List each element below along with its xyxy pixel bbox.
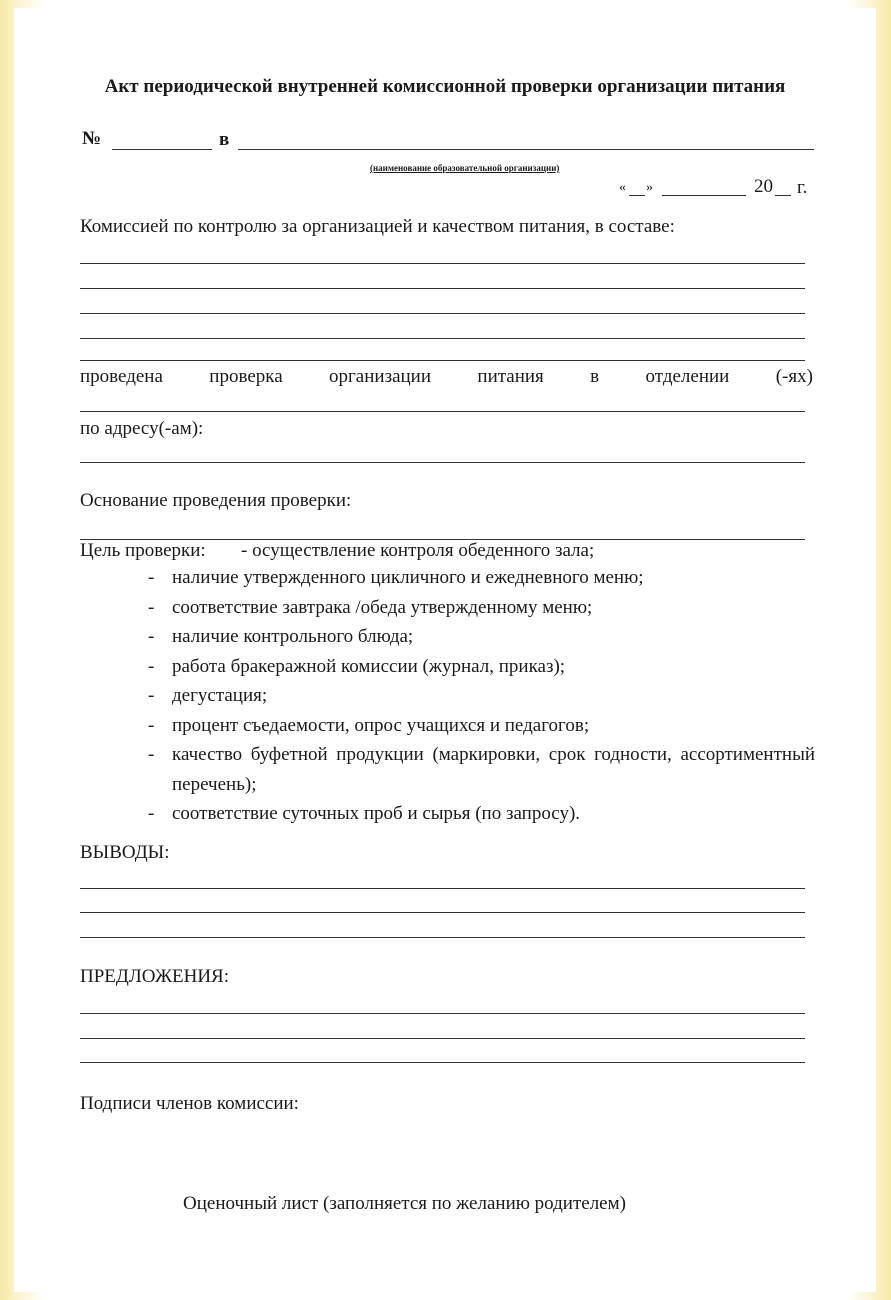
list-item: - наличие контрольного блюда; <box>148 622 815 652</box>
commission-text: Комиссией по контролю за организацией и качеством питания, в составе: <box>80 216 675 237</box>
conducted-word: организации <box>329 366 432 387</box>
goal-first-item: - осуществление контроля обеденного зала; <box>241 540 595 561</box>
day-field-line[interactable] <box>629 195 645 196</box>
conducted-word: (-ях) <box>775 366 813 387</box>
address-line[interactable] <box>80 462 805 463</box>
commission-line-3[interactable] <box>80 313 805 314</box>
conducted-word: проведена <box>80 366 163 387</box>
date-open-quote: « <box>619 180 626 195</box>
commission-line-5[interactable] <box>80 360 805 361</box>
goal-items-list <box>148 563 815 829</box>
proposals-line-3[interactable] <box>80 1062 805 1063</box>
document-title: Акт периодической внутренней комиссионной проверки организации питания <box>104 76 786 97</box>
proposals-line-1[interactable] <box>80 1013 805 1014</box>
goal-label: Цель проверки: <box>80 540 206 561</box>
list-item: - наличие утвержденного цикличного и ежедневного меню; <box>148 563 815 593</box>
conducted-inspection-text <box>80 366 813 388</box>
conclusions-label: ВЫВОДЫ: <box>80 842 170 863</box>
commission-line-1[interactable] <box>80 263 805 264</box>
evaluation-sheet-title: Оценочный лист (заполняется по желанию родителем) <box>183 1193 626 1214</box>
commission-line-4[interactable] <box>80 338 805 339</box>
month-field-line[interactable] <box>662 195 746 196</box>
signatures-label: Подписи членов комиссии: <box>80 1093 299 1114</box>
list-item: - соответствие суточных проб и сырья (по запросу). <box>148 799 815 829</box>
conducted-word: в <box>590 366 600 387</box>
list-item: - качество буфетной продукции (маркировки, срок годности, ассортиментный перечень); <box>148 740 815 799</box>
address-label: по адресу(-ам): <box>80 418 204 439</box>
proposals-line-2[interactable] <box>80 1038 805 1039</box>
number-field-line[interactable] <box>112 149 212 150</box>
date-close-quote: » <box>646 180 653 195</box>
conducted-word: отделении <box>645 366 730 387</box>
commission-line-2[interactable] <box>80 288 805 289</box>
conclusions-line-1[interactable] <box>80 888 805 889</box>
in-label: в <box>219 129 230 150</box>
conclusions-line-2[interactable] <box>80 912 805 913</box>
conclusions-line-3[interactable] <box>80 937 805 938</box>
department-line[interactable] <box>80 411 805 412</box>
organization-caption: (наименование образовательной организации) <box>370 163 560 173</box>
basis-label: Основание проведения проверки: <box>80 490 352 511</box>
conducted-word: питания <box>477 366 544 387</box>
year-suffix: г. <box>797 177 808 198</box>
year-prefix: 20 <box>754 176 773 197</box>
number-label: № <box>82 128 102 149</box>
conducted-word: проверка <box>209 366 283 387</box>
list-item: - работа бракеражной комиссии (журнал, приказ); <box>148 652 815 682</box>
year-field-line[interactable] <box>775 195 791 196</box>
list-item: - дегустация; <box>148 681 815 711</box>
list-item: - процент съедаемости, опрос учащихся и педагогов; <box>148 711 815 741</box>
proposals-label: ПРЕДЛОЖЕНИЯ: <box>80 966 230 987</box>
organization-field-line[interactable] <box>238 149 814 150</box>
list-item: - соответствие завтрака /обеда утвержденному меню; <box>148 593 815 623</box>
